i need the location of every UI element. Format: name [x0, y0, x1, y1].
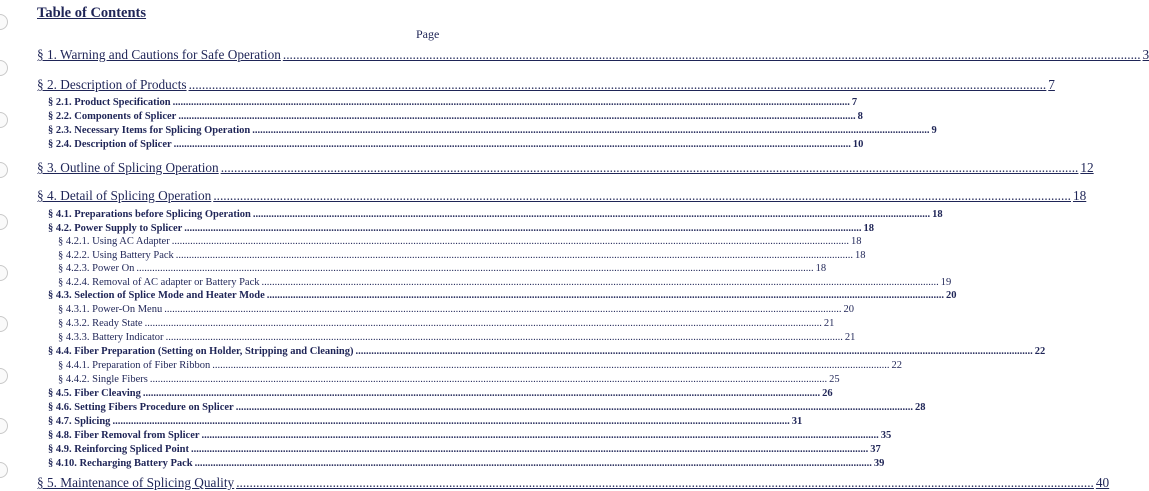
- toc-subsubsection-row[interactable]: [58, 360, 902, 371]
- toc-entry-label: § 4.3. Selection of Splice Mode and Heater Mode: [48, 290, 265, 301]
- toc-entry-label: § 4.2.1. Using AC Adapter: [58, 236, 170, 247]
- toc-dot-leader: [176, 250, 853, 261]
- toc-entry-label: § 4.3.1. Power-On Menu: [58, 304, 163, 315]
- toc-entry-label: § 4.4.1. Preparation of Fiber Ribbon: [58, 360, 211, 371]
- toc-dot-leader: [150, 374, 827, 385]
- toc-page-number: 35: [880, 430, 892, 441]
- toc-section-row[interactable]: [37, 188, 1087, 204]
- toc-page-number: 10: [852, 139, 864, 150]
- toc-page-number: 39: [873, 458, 885, 469]
- toc-entry-label: § 4.2. Power Supply to Splicer: [48, 223, 183, 234]
- toc-dot-leader: [184, 223, 861, 234]
- toc-page-number: 26: [822, 388, 833, 399]
- toc-entry-label: § 1. Warning and Cautions for Safe Operation: [37, 47, 281, 62]
- toc-page-number: 20: [843, 304, 854, 315]
- toc-subsubsection-row[interactable]: [58, 277, 952, 288]
- toc-page-number: 21: [823, 318, 835, 329]
- binder-hole: [0, 14, 8, 30]
- binder-hole: [0, 316, 8, 332]
- toc-page-number: 40: [1095, 475, 1110, 490]
- toc-dot-leader: [189, 77, 1047, 93]
- toc-subsection-row[interactable]: [48, 346, 1046, 357]
- toc-subsection-row[interactable]: [48, 111, 863, 122]
- toc-subsection-row[interactable]: [48, 388, 833, 399]
- toc-entry-label: § 2.2. Components of Splicer: [48, 111, 177, 122]
- toc-dot-leader: [262, 277, 939, 288]
- toc-subsection-row[interactable]: [48, 458, 885, 469]
- toc-subsection-row[interactable]: [48, 290, 957, 301]
- toc-dot-leader: [143, 388, 820, 399]
- toc-dot-leader: [213, 188, 1071, 204]
- toc-entry-label: § 4.5. Fiber Cleaving: [48, 388, 141, 399]
- toc-page-number: 7: [1048, 77, 1055, 92]
- toc-dot-leader: [136, 263, 813, 274]
- toc-subsection-row[interactable]: [48, 430, 892, 441]
- toc-entry-label: § 2. Description of Products: [37, 77, 187, 92]
- toc-dot-leader: [166, 332, 843, 343]
- toc-page-number: 3: [1142, 47, 1149, 62]
- toc-entry-label: § 4.2.4. Removal of AC adapter or Battery Pack: [58, 277, 260, 288]
- toc-entry-label: § 4.4. Fiber Preparation (Setting on Holder, Stripping and Cleaning): [48, 346, 354, 357]
- toc-dot-leader: [253, 209, 930, 220]
- toc-entry-label: § 4.10. Recharging Battery Pack: [48, 458, 193, 469]
- toc-subsubsection-row[interactable]: [58, 236, 862, 247]
- toc-entry-label: § 4.2.2. Using Battery Pack: [58, 250, 174, 261]
- toc-subsubsection-row[interactable]: [58, 332, 856, 343]
- toc-subsection-row[interactable]: [48, 139, 864, 150]
- toc-dot-leader: [172, 236, 849, 247]
- toc-page-number: 20: [946, 290, 957, 301]
- toc-page-number: 19: [940, 277, 952, 288]
- toc-page-number: 18: [850, 236, 862, 247]
- toc-section-row[interactable]: [37, 160, 1094, 176]
- toc-entry-label: § 4.8. Fiber Removal from Splicer: [48, 430, 200, 441]
- page-column-header: Page: [416, 27, 440, 41]
- toc-page-number: 12: [1080, 160, 1094, 175]
- toc-page-number: 21: [844, 332, 856, 343]
- toc-page-number: 28: [914, 402, 926, 413]
- toc-entry-label: § 3. Outline of Splicing Operation: [37, 160, 219, 175]
- toc-subsection-row[interactable]: [48, 223, 875, 234]
- toc-entry-label: § 4.6. Setting Fibers Procedure on Splicer: [48, 402, 234, 413]
- toc-section-row[interactable]: [37, 77, 1055, 93]
- toc-entry-label: § 4. Detail of Splicing Operation: [37, 188, 212, 203]
- toc-dot-leader: [191, 444, 868, 455]
- toc-dot-leader: [202, 430, 879, 441]
- toc-page-number: 18: [855, 250, 866, 261]
- toc-subsubsection-row[interactable]: [58, 374, 840, 385]
- toc-subsection-row[interactable]: [48, 444, 881, 455]
- binder-hole: [0, 368, 8, 384]
- toc-subsubsection-row[interactable]: [58, 250, 866, 261]
- toc-page-number: 8: [857, 111, 863, 122]
- toc-entry-label: § 2.4. Description of Splicer: [48, 139, 172, 150]
- toc-page-number: 18: [1072, 188, 1087, 203]
- toc-dot-leader: [267, 290, 944, 301]
- toc-page-number: 22: [1034, 346, 1046, 357]
- binder-hole: [0, 214, 8, 230]
- toc-dot-leader: [112, 416, 789, 427]
- toc-dot-leader: [236, 402, 913, 413]
- toc-page-number: 7: [851, 97, 858, 108]
- toc-subsection-row[interactable]: [48, 416, 803, 427]
- toc-page-number: 22: [891, 360, 902, 371]
- binder-holes: [0, 0, 14, 481]
- toc-entry-label: § 2.3. Necessary Items for Splicing Operation: [48, 125, 251, 136]
- toc-page-number: 18: [932, 209, 943, 220]
- toc-page-number: 18: [815, 263, 827, 274]
- toc-dot-leader: [174, 139, 851, 150]
- toc-subsection-row[interactable]: [48, 209, 943, 220]
- toc-entry-label: § 4.7. Splicing: [48, 416, 111, 427]
- toc-dot-leader: [283, 47, 1141, 63]
- page-title: Table of Contents: [37, 5, 147, 21]
- toc-dot-leader: [178, 111, 855, 122]
- toc-subsection-row[interactable]: [48, 125, 937, 136]
- toc-section-row[interactable]: [37, 475, 1110, 491]
- toc-entry-label: § 4.3.2. Ready State: [58, 318, 143, 329]
- binder-hole: [0, 60, 8, 76]
- toc-entry-label: § 4.9. Reinforcing Spliced Point: [48, 444, 189, 455]
- toc-subsection-row[interactable]: [48, 97, 858, 108]
- toc-entry-label: § 4.1. Preparations before Splicing Operation: [48, 209, 251, 220]
- binder-hole: [0, 265, 8, 281]
- toc-subsubsection-row[interactable]: [58, 318, 835, 329]
- toc-section-row[interactable]: [37, 47, 1149, 63]
- toc-dot-leader: [356, 346, 1033, 357]
- toc-entry-label: § 4.4.2. Single Fibers: [58, 374, 148, 385]
- toc-entry-label: § 4.2.3. Power On: [58, 263, 135, 274]
- toc-page-number: 25: [829, 374, 840, 385]
- toc-page-number: 31: [791, 416, 803, 427]
- toc-dot-leader: [173, 97, 850, 108]
- toc-subsubsection-row[interactable]: [58, 263, 827, 274]
- toc-dot-leader: [252, 125, 929, 136]
- toc-page-number: 37: [870, 444, 881, 455]
- toc-dot-leader: [212, 360, 889, 371]
- binder-hole: [0, 112, 8, 128]
- toc-subsection-row[interactable]: [48, 402, 926, 413]
- toc-dot-leader: [221, 160, 1079, 176]
- binder-hole: [0, 462, 8, 478]
- toc-dot-leader: [195, 458, 872, 469]
- toc-dot-leader: [236, 475, 1094, 491]
- binder-hole: [0, 162, 8, 178]
- toc-dot-leader: [145, 318, 822, 329]
- toc-page-number: 18: [863, 223, 875, 234]
- toc-entry-label: § 2.1. Product Specification: [48, 97, 171, 108]
- toc-page-number: 9: [931, 125, 937, 136]
- toc-subsubsection-row[interactable]: [58, 304, 854, 315]
- toc-dot-leader: [164, 304, 841, 315]
- toc-entry-label: § 4.3.3. Battery Indicator: [58, 332, 164, 343]
- toc-entry-label: § 5. Maintenance of Splicing Quality: [37, 475, 235, 490]
- binder-hole: [0, 418, 8, 434]
